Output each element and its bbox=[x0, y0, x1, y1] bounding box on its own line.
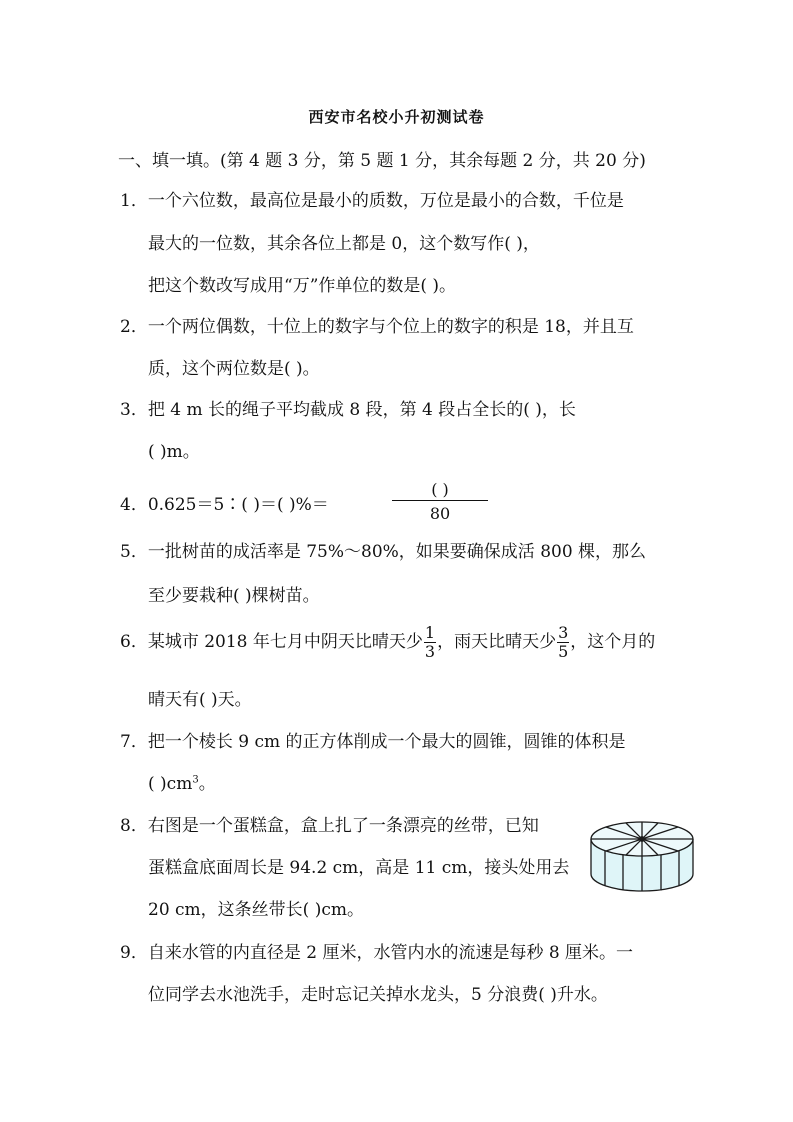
q4-fraction-denominator: 80 bbox=[429, 504, 451, 523]
q6-fraction-2-den: 5 bbox=[558, 642, 569, 661]
q7-end: 。 bbox=[198, 774, 216, 794]
q6-line2: 晴天有( )天。 bbox=[148, 690, 252, 710]
q8-line1: 8．右图是一个蛋糕盒，盒上扎了一条漂亮的丝带，已知 bbox=[120, 816, 539, 836]
q7-unit-exponent: 3 bbox=[192, 774, 199, 786]
q9-line1: 9．自来水管的内直径是 2 厘米，水管内水的流速是每秒 8 厘米。一 bbox=[120, 943, 634, 963]
q6-fraction-2 bbox=[557, 624, 569, 661]
q1-line3: 把这个数改写成用“万”作单位的数是( )。 bbox=[148, 276, 457, 296]
q6-line1 bbox=[120, 624, 655, 661]
q4-fraction-numerator: ( ) bbox=[392, 480, 488, 501]
q6-fraction-2-num: 3 bbox=[558, 623, 569, 642]
q5-line1: 5．一批树苗的成活率是 75%～80%，如果要确保成活 800 棵，那么 bbox=[120, 542, 647, 562]
q2-line1: 2．一个两位偶数，十位上的数字与个位上的数字的积是 18，并且互 bbox=[120, 317, 634, 337]
q4-text: 4．0.625＝5∶( )＝( )%＝ bbox=[120, 495, 329, 515]
q6-fraction-1-num: 1 bbox=[424, 623, 436, 642]
section-heading: 一、填一填。(第 4 题 3 分，第 5 题 1 分，其余每题 2 分，共 20 分) bbox=[118, 151, 646, 171]
q6-part3: ，这个月的 bbox=[570, 632, 656, 652]
q1-line1: 1．一个六位数，最高位是最小的质数，万位是最小的合数，千位是 bbox=[120, 191, 624, 211]
q3-line1: 3．把 4 m 长的绳子平均截成 8 段，第 4 段占全长的( )，长 bbox=[120, 400, 576, 420]
q7-line2 bbox=[148, 773, 216, 795]
q8-line2: 蛋糕盒底面周长是 94.2 cm，高是 11 cm，接头处用去 bbox=[148, 858, 570, 878]
q9-line2: 位同学去水池洗手，走时忘记关掉水龙头，5 分浪费( )升水。 bbox=[148, 985, 608, 1005]
q6-part1: 6．某城市 2018 年七月中阴天比晴天少 bbox=[120, 632, 423, 652]
q2-line2: 质，这个两位数是( )。 bbox=[148, 359, 320, 379]
q4-fraction bbox=[392, 480, 488, 527]
q1-line2: 最大的一位数，其余各位上都是 0，这个数写作( )， bbox=[148, 234, 540, 254]
q8-line3: 20 cm，这条丝带长( )cm。 bbox=[148, 900, 364, 920]
q5-line2: 至少要栽种( )棵树苗。 bbox=[148, 586, 320, 606]
q6-part2: ，雨天比晴天少 bbox=[437, 632, 557, 652]
cake-box-illustration bbox=[586, 816, 698, 896]
q7-line1: 7．把一个棱长 9 cm 的正方体削成一个最大的圆锥，圆锥的体积是 bbox=[120, 732, 626, 752]
q7-answer-blank: ( )cm bbox=[148, 774, 193, 794]
page-title: 西安市名校小升初测试卷 bbox=[308, 108, 485, 126]
q3-line2: ( )m。 bbox=[148, 442, 200, 462]
q6-fraction-1 bbox=[424, 624, 436, 661]
q6-fraction-1-den: 3 bbox=[424, 642, 436, 661]
